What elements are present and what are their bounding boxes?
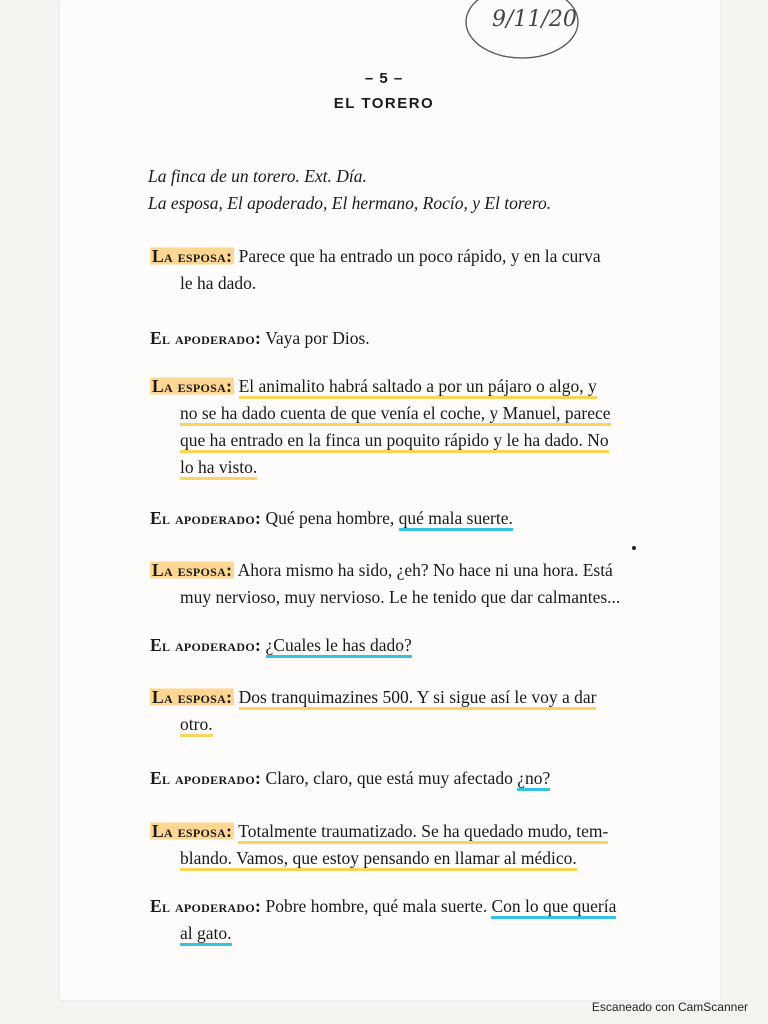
dialogue-block — [150, 765, 670, 792]
ink-speck — [632, 546, 636, 550]
handwritten-circle-mark — [464, 0, 584, 62]
dialogue-line: Vaya por Dios. — [265, 328, 370, 348]
speaker-label: El apoderado: — [150, 768, 262, 788]
speaker-label: La esposa: — [152, 821, 233, 841]
dialogue-line: El animalito habrá saltado a por un pájaro o algo, y — [239, 376, 597, 399]
dialogue-line: otro. — [180, 714, 213, 737]
speaker-label: La esposa: — [152, 246, 233, 266]
speaker-label: La esposa: — [152, 687, 233, 707]
dialogue-line: Pobre hombre, qué mala suerte. — [265, 896, 492, 916]
dialogue-line-underlined: qué mala suerte. — [399, 508, 513, 531]
dialogue-block — [150, 505, 670, 532]
scene-title: EL TORERO — [333, 95, 435, 112]
dialogue-line: Totalmente traumatizado. Se ha quedado mudo, tem- — [238, 821, 608, 844]
handwritten-annotation — [464, 0, 584, 62]
dialogue-line: Parece que ha entrado un poco rápido, y en la curva — [238, 246, 601, 266]
speaker-label: La esposa: — [152, 560, 233, 580]
speaker-label: El apoderado: — [150, 896, 262, 916]
dialogue-block — [150, 893, 670, 947]
dialogue-line-underlined: ¿Cuales le has dado? — [266, 635, 412, 658]
dialogue-line: le ha dado. — [180, 273, 257, 293]
dialogue-block — [150, 373, 670, 481]
dialogue-block — [150, 325, 670, 352]
handwritten-date: 9/11/20 — [492, 7, 577, 32]
dialogue-block — [150, 632, 670, 659]
dialogue-block — [150, 243, 670, 297]
speaker-label: El apoderado: — [150, 635, 262, 655]
speaker-label: El apoderado: — [150, 328, 262, 348]
dialogue-line: Vamos, que estoy pensando en llamar al médico. — [236, 848, 577, 871]
dialogue-line: que ha entrado en la finca un poquito rápido y le ha dado. No — [180, 430, 609, 453]
dialogue-block — [150, 818, 670, 872]
dialogue-line: Ahora mismo ha sido, ¿eh? No hace ni una hora. Está — [237, 560, 613, 580]
dialogue-line: muy nervioso, muy nervioso. Le he tenido que dar calmantes... — [180, 587, 621, 607]
dialogue-line: Dos tranquimazines 500. Y si sigue así le voy a dar — [239, 687, 597, 710]
stage-directions — [148, 163, 668, 217]
dialogue-line: Claro, claro, que está muy afectado — [265, 768, 518, 788]
dialogue-line: lo ha visto. — [180, 457, 257, 480]
dialogue-line: no se ha dado cuenta de que venía el coche, y Manuel, parece — [180, 403, 611, 426]
stage-direction-setting: La finca de un torero. Ext. Día. — [148, 166, 367, 186]
dialogue-line: Qué pena hombre, — [265, 508, 399, 528]
page-number: – 5 – — [364, 70, 404, 87]
speaker-label: La esposa: — [152, 376, 233, 396]
stage-direction-characters: La esposa, El apoderado, El hermano, Rocío, y El torero. — [148, 193, 552, 213]
dialogue-line-underlined: al gato. — [180, 923, 232, 946]
dialogue-line-underlined: Con lo que quería — [491, 896, 616, 919]
dialogue-line-underlined: ¿no? — [517, 768, 550, 791]
dialogue-block — [150, 684, 670, 738]
dialogue-line: blando. — [180, 848, 236, 871]
scanner-watermark: Escaneado con CamScanner — [591, 1000, 748, 1014]
dialogue-block — [150, 557, 670, 611]
speaker-label: El apoderado: — [150, 508, 262, 528]
